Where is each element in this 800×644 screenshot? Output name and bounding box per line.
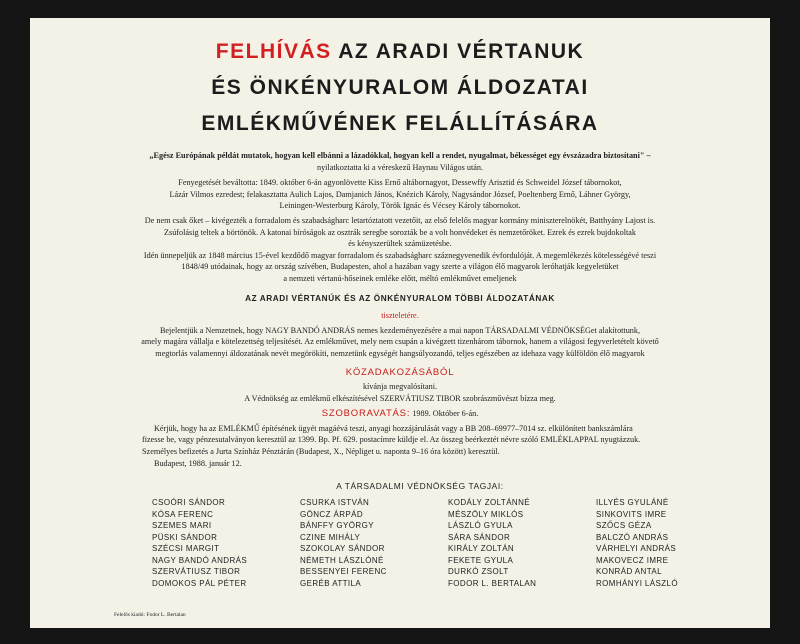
- sponsor-column: [152, 497, 300, 589]
- haynau-quote: „Egész Európának példát mutatok, hogyan kell elbánni a lázadókkal, hogyan kell a rendet, nyugalmat, békességet egy évszázadra biztosítani" –: [149, 151, 651, 160]
- poster-body: [56, 150, 744, 469]
- para5-line2: fizesse be, vagy pénzesutalványon keresztül az 1399. Bp. Pf. 629. postacímre küldje el. Az összeg beérkeztét névre szóló EMLÉKLAPPAL nyugtázzuk.: [142, 435, 641, 445]
- szoboravatas-label: SZOBORAVATÁS:: [321, 408, 411, 420]
- sponsor-name: BÁNFFY GYÖRGY: [300, 521, 374, 531]
- sponsor-name: BESSENYEI FERENC: [300, 567, 387, 577]
- para5-line3: Személyes befizetés a Jurta Színház Pénztárán (Budapest, X., Népliget u. naponta 9–16 óra között) keresztül.: [142, 447, 500, 457]
- publisher-footer: Felelős kiadó: Fodor L. Bertalan: [114, 612, 186, 618]
- para5-line1: Kérjük, hogy ha az EMLÉKMŰ építésének ügyét magáévá teszi, anyagi hozzájárulását vagy a BB 208–69977–7014 sz. elkülönített bankszámlára: [154, 423, 633, 433]
- sponsor-name: DURKÓ ZSOLT: [448, 567, 509, 577]
- poster-title: [56, 34, 744, 142]
- title-line-3: EMLÉKMŰVÉNEK FELÁLLÍTÁSÁRA: [201, 112, 599, 135]
- para2-line1: De nem csak őket – kivégezték a forradalom és szabadságharc letartóztatott vezetőit, az első felelős magyar kormány miniszterelnökét, Batthyány Lajost is.: [144, 215, 656, 225]
- sponsor-name: BALCZÓ ANDRÁS: [596, 532, 669, 542]
- sponsor-name: NÉMETH LÁSZLÓNÉ: [300, 555, 384, 565]
- sponsor-name: SÁRA SÁNDOR: [448, 532, 511, 542]
- sponsor-name: FEKETE GYULA: [448, 555, 514, 565]
- sponsor-name: GÖNCZ ÁRPÁD: [300, 509, 364, 519]
- sponsors-title: A TÁRSADALMI VÉDNÖKSÉG TAGJAI:: [336, 481, 504, 492]
- szoboravatas-line: [56, 408, 744, 420]
- para2-line3: és kényszerültek számüzetésbe.: [348, 239, 452, 249]
- sponsor-name: MAKOVECZ IMRE: [596, 555, 669, 565]
- para2-line2: Zsúfolásig teltek a börtönök. A katonai bíróságok az osztrák seregbe sorozták be a volt honvédeket és nemzetőröket. Ezrek és ezrek bujdokoltak: [164, 227, 636, 237]
- sponsor-name: KODÁLY ZOLTÁNNÉ: [448, 498, 531, 508]
- sponsor-column: [596, 497, 744, 589]
- para4-line1: Bejelentjük a Nemzetnek, hogy NAGY BANDÓ ANDRÁS nemes kezdeményezésére a mai napon TÁRSADALMI VÉDNÖKSÉGet alakítottunk,: [159, 325, 641, 335]
- para3-line3: a nemzeti vértanú-hőseinek emléke előtt, méltó emlékművet emeljenek: [283, 273, 517, 283]
- sponsor-names: [56, 497, 744, 589]
- para1-line2: Lázár Vilmos ezredest; felakasztatta Aulich Lajos, Damjanich János, Knézich Károly, Nagysándor József, Poeltenberg Ernő, Láhner György,: [169, 189, 631, 199]
- sponsor-name: VÁRHELYI ANDRÁS: [596, 544, 677, 554]
- sponsor-name: CSOÓRI SÁNDOR: [152, 498, 226, 508]
- title-line-2: ÉS ÖNKÉNYURALOM ÁLDOZATAI: [211, 76, 589, 99]
- sponsor-name: SZOKOLAY SÁNDOR: [300, 544, 385, 554]
- dated-line: Budapest, 1988. január 12.: [154, 458, 242, 468]
- para4-line3: megtorlás valamennyi áldozatának nevét megörökíti, nemzetünk egységét hangsúlyozandó, teljes egészében az idehaza vagy külföldön élő magyarok: [155, 348, 645, 358]
- vednokseg-text: A Védnökség az emlékmű elkészítésével SZERVÁTIUSZ TIBOR szobrászművészt bízza meg.: [244, 393, 556, 403]
- sponsor-name: CSURKA ISTVÁN: [300, 498, 370, 508]
- sponsor-name: PÜSKI SÁNDOR: [152, 532, 218, 542]
- sponsor-name: CZINE MIHÁLY: [300, 532, 361, 542]
- sponsor-name: FODOR L. BERTALAN: [448, 578, 537, 588]
- sponsor-name: ROMHÁNYI LÁSZLÓ: [596, 578, 679, 588]
- para4-line2: amely magára vállalja e kötelezettség teljesítését. Az emlékművet, mely nem csupán a kivégzett tizenhárom tábornok, hanem a világosi fegyverletételt követő: [141, 337, 659, 347]
- tisztelet-text: tiszteletére.: [381, 311, 419, 321]
- memorial-subheading: AZ ARADI VÉRTANÚK ÉS AZ ÖNKÉNYURALOM TÖBBI ÁLDOZATÁNAK: [245, 293, 555, 303]
- sponsor-name: DOMOKOS PÁL PÉTER: [152, 578, 247, 588]
- title-line-1: [56, 34, 744, 70]
- para1-line1: Fenyegetését beváltotta: 1849. október 6-án agyonlövette Kiss Ernő altábornagyot, Dessewffy Arisztid és Schweidel József tábornokot,: [178, 178, 622, 188]
- sponsor-name: SZERVÁTIUSZ TIBOR: [152, 567, 241, 577]
- sponsor-name: SZÉCSI MARGIT: [152, 544, 220, 554]
- para3-line2: 1848/49 utódainak, hogy az ország szívében, Budapesten, ahol a hazában vagy szerte a világon élő magyarok leróhatják kegyeletüket: [181, 262, 619, 272]
- sponsor-name: SZŐCS GÉZA: [596, 521, 652, 531]
- kivanja-text: kívánja megvalósítani.: [362, 382, 438, 392]
- szoboravatas-date: 1989. Október 6-án.: [410, 409, 479, 419]
- sponsor-name: ILLYÉS GYULÁNÉ: [596, 498, 669, 508]
- kozadakozas-heading: KÖZADAKOZÁSÁBÓL: [345, 366, 455, 378]
- sponsor-column: [300, 497, 448, 589]
- sponsor-name: LÁSZLÓ GYULA: [448, 521, 513, 531]
- payment-paragraph: [56, 423, 744, 458]
- sponsor-name: NAGY BANDÓ ANDRÁS: [152, 555, 248, 565]
- sponsor-column: [448, 497, 596, 589]
- sponsor-name: KÓSA FERENC: [152, 509, 214, 519]
- sponsor-name: MÉSZÖLY MIKLÓS: [448, 509, 524, 519]
- para3-line1: Idén ünnepeljük az 1848 március 15-ével kezdődő magyar forradalom és szabadságharc száznegyvenedik évfordulóját. A megemlékezés kötelességévé teszi: [143, 250, 657, 260]
- sponsor-name: GERÉB ATTILA: [300, 578, 362, 588]
- para1-line3: Leiningen-Westerburg Károly, Török Ignác és Vécsey Károly tábornokot.: [279, 201, 521, 211]
- quote-attribution: nyilatkoztatta ki a véreskezű Haynau Világos után.: [316, 162, 483, 172]
- sponsor-name: SINKOVITS IMRE: [596, 509, 667, 519]
- sponsor-name: KIRÁLY ZOLTÁN: [448, 544, 515, 554]
- title-felhivas: FELHÍVÁS: [215, 40, 332, 63]
- title-line-1-rest: AZ ARADI VÉRTANUK: [331, 40, 585, 63]
- sponsor-name: KONRÁD ANTAL: [596, 567, 662, 577]
- sponsor-name: SZEMES MARI: [152, 521, 212, 531]
- poster-sheet: [30, 18, 770, 628]
